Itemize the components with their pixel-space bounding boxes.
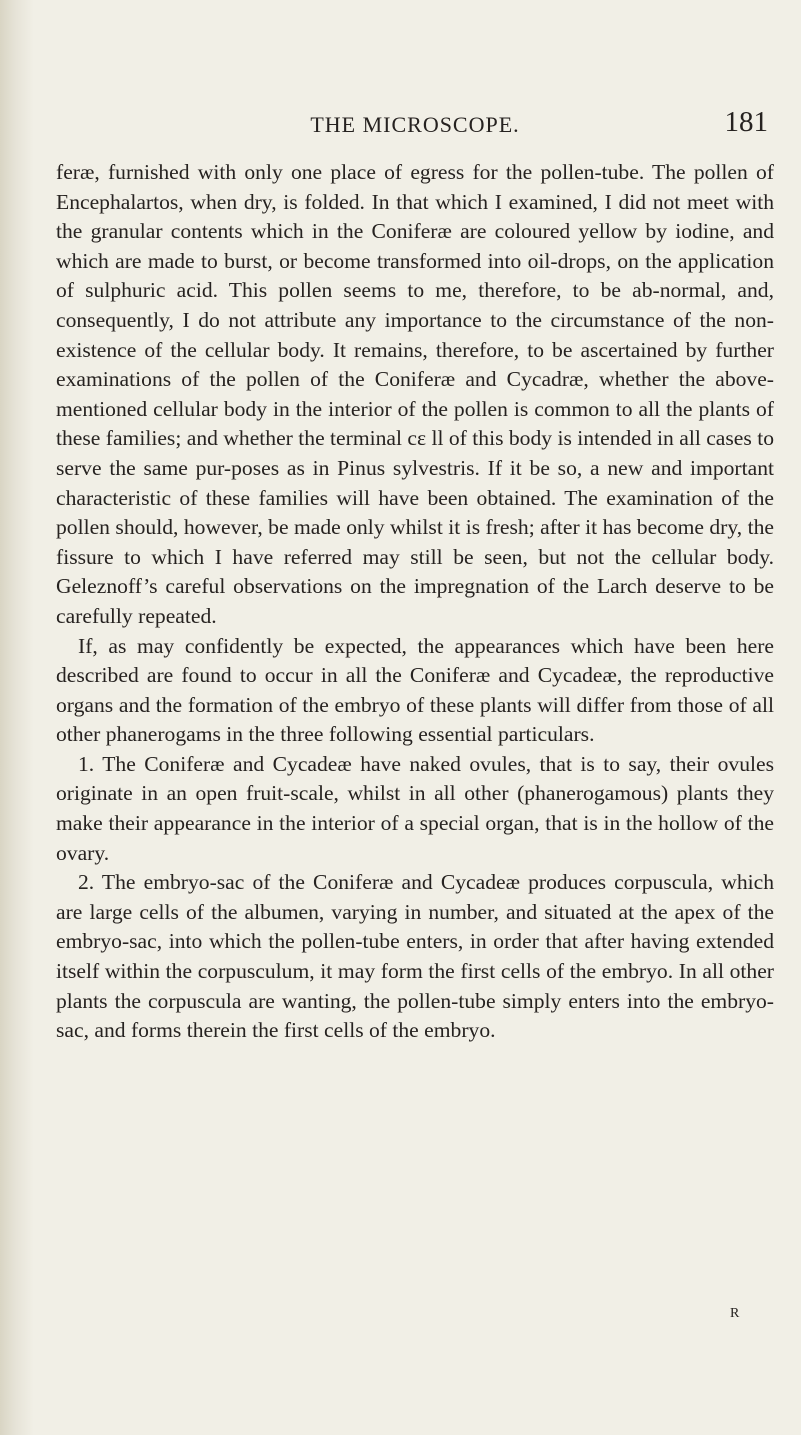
running-head bbox=[56, 100, 774, 140]
paragraph: 2. The embryo-sac of the Coniferæ and Cycadeæ produces corpuscula, which are large cells of the albumen, varying in number, and situated at the apex of the embryo-sac, into which the pollen-tube enters, in order that after having extended itself within the corpusculum, it may form the first cells of the embryo. In all other plants the corpuscula are wanting, the pollen-tube simply enters into the embryo-sac, and forms therein the first cells of the embryo. bbox=[56, 870, 774, 1043]
signature-mark: R bbox=[730, 1306, 740, 1321]
running-title: THE MICROSCOPE. bbox=[310, 112, 520, 137]
page-edge-shadow bbox=[0, 0, 34, 1435]
paragraph: 1. The Coniferæ and Cycadeæ have naked ovules, that is to say, their ovules originate in an open fruit-scale, whilst in all other (phanerogamous) plants they make their appearance in the interior of a special organ, that is in the hollow of the ovary. bbox=[56, 751, 774, 865]
book-page bbox=[56, 100, 774, 1046]
paragraph: If, as may confidently be expected, the appearances which have been here described are found to occur in all the Coniferæ and Cycadeæ, the reproductive organs and the formation of the embryo of these plants will differ from those of all other phanerogams in the three following essential particulars. bbox=[56, 633, 774, 747]
page-number: 181 bbox=[724, 106, 768, 138]
paragraph: feræ, furnished with only one place of egress for the pollen-tube. The pollen of Encephalartos, when dry, is folded. In that which I examined, I did not meet with the granular contents which in the Coniferæ are coloured yellow by iodine, and which are made to burst, or become transformed into oil-drops, on the application of sulphuric acid. This pollen seems to me, therefore, to be ab-normal, and, consequently, I do not attribute any importance to the circumstance of the non-existence of the cellular body. It remains, therefore, to be ascertained by further examinations of the pollen of the Coniferæ and Cycadræ, whether the above-mentioned cellular body in the interior of the pollen is common to all the plants of these families; and whether the terminal cɛ ll of this body is intended in all cases to serve the same pur-poses as in Pinus sylvestris. If it be so, a new and important characteristic of these families will have been obtained. The examination of the pollen should, however, be made only whilst it is fresh; after it has become dry, the fissure to which I have referred may still be seen, but not the cellular body. Geleznoff’s careful observations on the impregnation of the Larch deserve to be carefully repeated. bbox=[56, 160, 774, 628]
body-text bbox=[56, 158, 774, 1046]
